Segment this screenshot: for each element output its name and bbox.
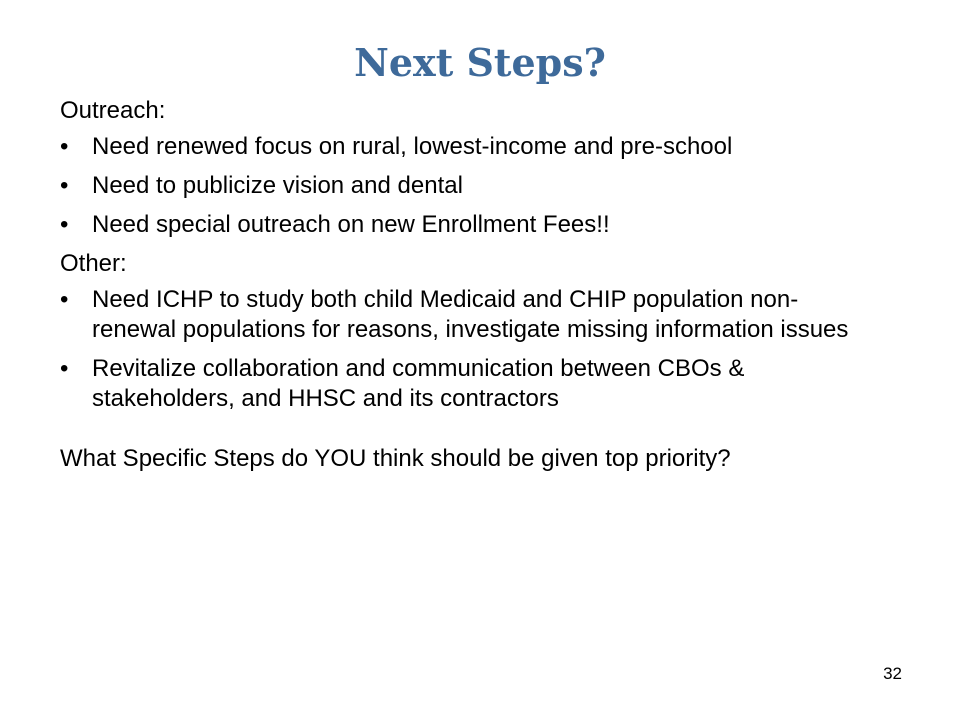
slide-number: 32 [883, 664, 902, 683]
outreach-list [60, 132, 860, 240]
outreach-item-rural-focus [60, 132, 860, 162]
other-list [60, 285, 860, 414]
other-item-ichp-study [60, 285, 860, 345]
slide-title: Next Steps? [354, 40, 606, 85]
outreach-item-text: Need special outreach on new Enrollment Fees!! [92, 211, 610, 238]
outreach-item-text: Need to publicize vision and dental [92, 172, 463, 199]
other-item-text: Need ICHP to study both child Medicaid and CHIP population non-renewal populations for reasons, investigate missing information issues [92, 286, 849, 343]
closing-question: What Specific Steps do YOU think should be given top priority? [60, 445, 731, 472]
bullet-icon: • [60, 211, 69, 238]
slide-body [60, 96, 860, 474]
other-item-text: Revitalize collaboration and communication between CBOs & stakeholders, and HHSC and its contractors [92, 355, 745, 412]
other-heading: Other: [60, 250, 127, 277]
outreach-item-enrollment-fees [60, 210, 860, 240]
outreach-heading: Outreach: [60, 97, 166, 124]
bullet-icon: • [60, 133, 69, 160]
bullet-icon: • [60, 172, 69, 199]
outreach-item-text: Need renewed focus on rural, lowest-income and pre-school [92, 133, 733, 160]
other-item-collaboration [60, 354, 860, 414]
outreach-item-vision-dental [60, 171, 860, 201]
bullet-icon: • [60, 286, 69, 313]
bullet-icon: • [60, 355, 69, 382]
